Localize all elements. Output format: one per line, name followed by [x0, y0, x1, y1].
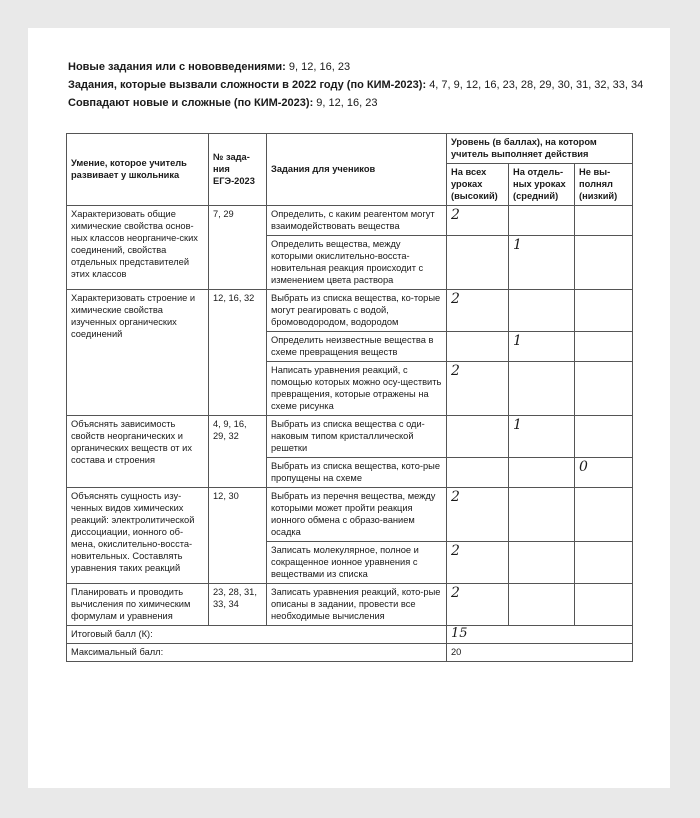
header-row: [67, 134, 633, 164]
total-label: Итоговый балл (К):: [67, 626, 447, 644]
score-low-cell: [575, 488, 633, 542]
task-cell: Выбрать из перечня вещества, между которыми может пройти реакция ионного обмена с образо-ванием осадка: [267, 488, 447, 542]
table-row: [67, 584, 633, 626]
score-low-cell: [575, 206, 633, 236]
skill-cell: Планировать и проводить вычисления по химическим формулам и уравнения: [67, 584, 209, 626]
task-cell: Записать молекулярное, полное и сокращенное ионное уравнения с веществами из списка: [267, 542, 447, 584]
score-medium-cell: 1: [509, 332, 575, 362]
table-row: [67, 206, 633, 236]
header-level: Уровень (в баллах), на котором учитель выполняет действия: [447, 134, 633, 164]
task-number-cell: 12, 30: [209, 488, 267, 584]
score-high-cell: 2: [447, 290, 509, 332]
score-high-cell: [447, 458, 509, 488]
task-number-cell: 12, 16, 32: [209, 290, 267, 416]
match-tasks-label: Совпадают новые и сложные (по КИМ-2023):: [68, 97, 314, 109]
score-high-cell: [447, 236, 509, 290]
header-number: № зада-ния ЕГЭ-2023: [209, 134, 267, 206]
document-page: [28, 28, 670, 788]
task-cell: Выбрать из списка вещества с оди-наковым типом кристаллической решетки: [267, 416, 447, 458]
score-low-cell: [575, 290, 633, 332]
new-tasks-value: 9, 12, 16, 23: [288, 61, 351, 73]
score-medium-cell: [509, 290, 575, 332]
total-row: [67, 626, 633, 644]
task-cell: Записать уравнения реакций, кото-рые описаны в задании, провести все необходимые вычисления: [267, 584, 447, 626]
task-number-cell: 4, 9, 16, 29, 32: [209, 416, 267, 488]
score-medium-cell: [509, 488, 575, 542]
table-row: [67, 416, 633, 458]
score-high-cell: 2: [447, 362, 509, 416]
hard-tasks-label: Задания, которые вызвали сложности в 2022 году (по КИМ-2023):: [68, 79, 427, 91]
score-low-cell: [575, 362, 633, 416]
task-cell: Определить неизвестные вещества в схеме превращения веществ: [267, 332, 447, 362]
score-high-cell: 2: [447, 584, 509, 626]
max-value: 20: [447, 644, 633, 662]
task-number-cell: 7, 29: [209, 206, 267, 290]
max-label: Максимальный балл:: [67, 644, 447, 662]
task-cell: Написать уравнения реакций, с помощью которых можно осу-ществить превращения, которые отражены на схеме рисунка: [267, 362, 447, 416]
score-medium-cell: [509, 458, 575, 488]
score-medium-cell: [509, 206, 575, 236]
header-medium: На отдель-ных уроках (средний): [509, 164, 575, 206]
total-value: 15: [447, 626, 633, 644]
task-number-cell: 23, 28, 31, 33, 34: [209, 584, 267, 626]
table-row: [67, 290, 633, 332]
new-tasks-label: Новые задания или с нововведениями:: [68, 61, 286, 73]
intro-block: [68, 58, 668, 112]
header-high: На всех уроках (высокий): [447, 164, 509, 206]
task-cell: Определить вещества, между которыми окислительно-восста-новительная реакция происходит с изменением цвета раствора: [267, 236, 447, 290]
header-tasks: Задания для учеников: [267, 134, 447, 206]
table-row: [67, 488, 633, 542]
hard-tasks-line: [68, 76, 668, 94]
header-skill: Умение, которое учитель развивает у школьника: [67, 134, 209, 206]
score-medium-cell: [509, 542, 575, 584]
score-high-cell: [447, 416, 509, 458]
new-tasks-line: [68, 58, 668, 76]
score-low-cell: [575, 542, 633, 584]
score-medium-cell: [509, 362, 575, 416]
skill-cell: Характеризовать строение и химические свойства изученных органических соединений: [67, 290, 209, 416]
score-medium-cell: 1: [509, 236, 575, 290]
header-low: Не вы-полнял (низкий): [575, 164, 633, 206]
score-low-cell: [575, 416, 633, 458]
match-tasks-line: [68, 94, 668, 112]
score-low-cell: 0: [575, 458, 633, 488]
max-row: [67, 644, 633, 662]
score-high-cell: 2: [447, 206, 509, 236]
task-cell: Выбрать из списка вещества, кото-рые пропущены на схеме: [267, 458, 447, 488]
skills-table: [66, 133, 633, 662]
score-low-cell: [575, 236, 633, 290]
match-tasks-value: 9, 12, 16, 23: [316, 97, 378, 109]
score-medium-cell: 1: [509, 416, 575, 458]
score-high-cell: [447, 332, 509, 362]
score-low-cell: [575, 332, 633, 362]
skill-cell: Объяснять сущность изу-ченных видов химических реакций: электролитической диссоциации, ионного об-мена, окислительно-восста-новительных. Составлять уравнения таких реакций: [67, 488, 209, 584]
score-medium-cell: [509, 584, 575, 626]
skill-cell: Характеризовать общие химические свойства основ-ных классов неорганиче-ских соединений, свойства отдельных представителей этих классов: [67, 206, 209, 290]
score-low-cell: [575, 584, 633, 626]
skill-cell: Объяснять зависимость свойств неорганических и органических веществ от их состава и строения: [67, 416, 209, 488]
score-high-cell: 2: [447, 488, 509, 542]
task-cell: Определить, с каким реагентом могут взаимодействовать вещества: [267, 206, 447, 236]
hard-tasks-value: 4, 7, 9, 12, 16, 23, 28, 29, 30, 31, 32, 33, 34: [429, 79, 644, 91]
score-high-cell: 2: [447, 542, 509, 584]
task-cell: Выбрать из списка вещества, ко-торые могут реагировать с водой, бромоводородом, водородом: [267, 290, 447, 332]
